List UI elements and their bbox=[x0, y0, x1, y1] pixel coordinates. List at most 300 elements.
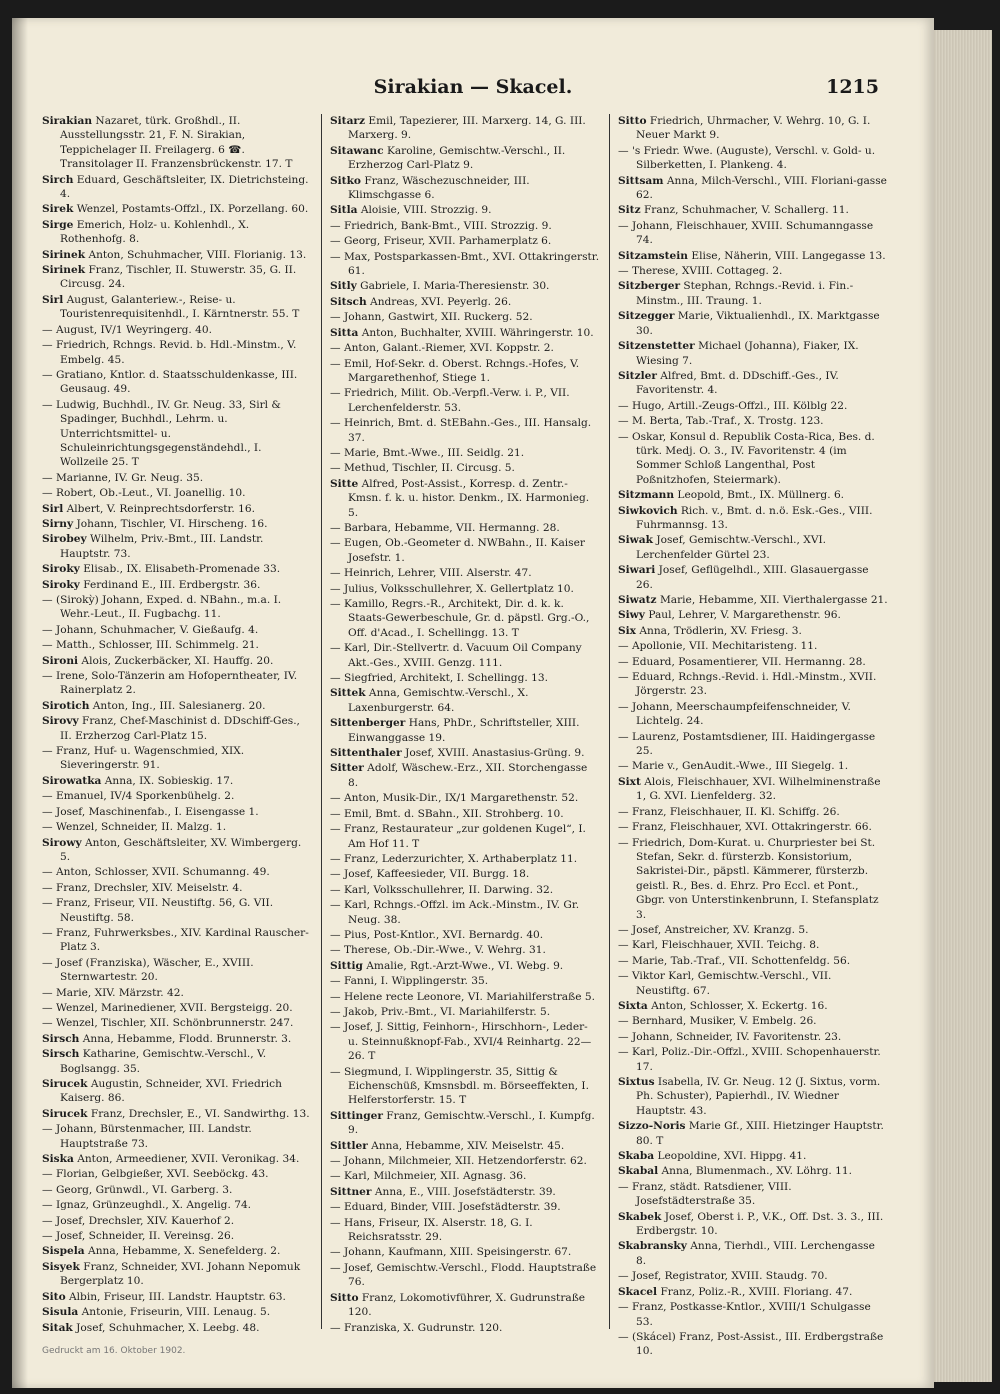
entry-details: — Jakob, Priv.-Bmt., VI. Mariahilferstr. 5. bbox=[330, 1005, 551, 1018]
directory-entry bbox=[330, 386, 600, 415]
directory-entry bbox=[42, 562, 312, 576]
entry-details: — Wenzel, Marinediener, XVII. Bergsteigg. 20. bbox=[42, 1001, 293, 1014]
entry-surname: Six bbox=[618, 624, 636, 637]
entry-details: Anna, IX. Sobieskig. 17. bbox=[101, 774, 234, 787]
entry-details: Franz, Wäschezuschneider, III. Klimschgasse 6. bbox=[348, 174, 530, 202]
entry-details: — Hans, Friseur, IX. Alserstr. 18, G. I. Reichsratsstr. 29. bbox=[330, 1216, 533, 1244]
entry-details: Karoline, Gemischtw.-Verschl., II. Erzherzog Carl-Platz 9. bbox=[348, 144, 566, 172]
directory-entry bbox=[42, 1305, 312, 1319]
entry-details: Alfred, Post-Assist., Korresp. d. Zentr.-Kmsn. f. k. u. histor. Denkm., IX. Harmonieg. 5. bbox=[348, 477, 590, 519]
entry-details: — Josef, Gemischtw.-Verschl., Flodd. Hauptstraße 76. bbox=[330, 1261, 597, 1289]
column-3 bbox=[618, 114, 888, 1360]
directory-entry bbox=[330, 761, 600, 790]
entry-details: Wilhelm, Priv.-Bmt., III. Landstr. Hauptstr. 73. bbox=[60, 533, 264, 560]
directory-entry bbox=[42, 471, 312, 485]
entry-details: Josef, Gemischtw.-Verschl., XVI. Lerchenfelder Gürtel 23. bbox=[636, 534, 827, 561]
directory-entry bbox=[330, 1185, 600, 1199]
directory-entry bbox=[618, 203, 888, 217]
entry-details: — Eugen, Ob.-Geometer d. NWBahn., II. Kaiser Josefstr. 1. bbox=[330, 537, 585, 564]
entry-details: — Franz, Postkasse-Kntlor., XVIII/1 Schulgasse 53. bbox=[618, 1301, 871, 1328]
entry-details: — Franziska, X. Gudrunstr. 120. bbox=[330, 1321, 503, 1334]
directory-entry bbox=[330, 1261, 600, 1290]
directory-entry bbox=[330, 791, 600, 805]
directory-entry bbox=[330, 1020, 600, 1063]
entry-details: — Therese, Ob.-Dir.-Wwe., V. Wehrg. 31. bbox=[330, 944, 546, 957]
entry-details: Franz, Chef-Maschinist d. DDschiff-Ges., II. Erzherzog Carl-Platz 15. bbox=[60, 715, 300, 742]
entry-surname: Siska bbox=[42, 1153, 74, 1166]
entry-details: Hans, PhDr., Schriftsteller, XIII. Einwanggasse 19. bbox=[348, 717, 580, 744]
entry-details: — Wenzel, Schneider, II. Malzg. 1. bbox=[42, 821, 227, 834]
entry-details: — Therese, XVIII. Cottageg. 2. bbox=[618, 265, 783, 278]
entry-details: — Georg, Grünwdl., VI. Garberg. 3. bbox=[42, 1183, 233, 1196]
directory-entry bbox=[42, 1167, 312, 1181]
entry-details: — Friedrich, Milit. Ob.-Verpfl.-Verw. i. P., VII. Lerchenfelderstr. 53. bbox=[330, 387, 570, 414]
entry-details: Josef, XVIII. Anastasius-Grüng. 9. bbox=[401, 747, 585, 760]
directory-entry bbox=[618, 174, 888, 203]
entry-details: Wenzel, Postamts-Offzl., IX. Porzellang. 60. bbox=[73, 203, 309, 216]
directory-entry bbox=[42, 1016, 312, 1030]
directory-entry bbox=[330, 446, 600, 460]
entry-details: — Marianne, IV. Gr. Neug. 35. bbox=[42, 471, 204, 484]
entry-details: Stephan, Rchngs.-Revid. i. Fin.-Minstm., III. Traung. 1. bbox=[636, 280, 854, 307]
directory-entry bbox=[618, 1149, 888, 1163]
entry-details: Leopoldine, XVI. Hippg. 41. bbox=[654, 1150, 807, 1163]
entry-details: Anna, Hebamme, Flodd. Brunnerstr. 3. bbox=[79, 1032, 292, 1045]
entry-surname: Skabransky bbox=[618, 1240, 687, 1253]
directory-entry bbox=[330, 114, 600, 143]
entry-details: Anna, Milch-Verschl., VIII. Floriani-gasse 62. bbox=[636, 174, 887, 202]
entry-details: — Max, Postsparkassen-Bmt., XVI. Ottakringerstr. 61. bbox=[330, 250, 600, 278]
directory-entry bbox=[330, 326, 600, 340]
directory-entry bbox=[42, 714, 312, 743]
entry-details: — Viktor Karl, Gemischtw.-Verschl., VII. Neustiftg. 67. bbox=[618, 970, 832, 997]
entry-surname: Sitzenstetter bbox=[618, 340, 695, 353]
entry-details: Alois, Fleischhauer, XVI. Wilhelminenstraße 1, G. XVI. Lienfelderg. 32. bbox=[636, 775, 881, 803]
directory-entry bbox=[42, 202, 312, 216]
directory-entry bbox=[618, 1269, 888, 1283]
entry-details: Franz, Lokomotivführer, X. Gudrunstraße 120. bbox=[348, 1291, 586, 1319]
directory-entry bbox=[330, 974, 600, 988]
entry-surname: Siroky bbox=[42, 563, 80, 576]
entry-details: — Johann, Bürstenmacher, III. Landstr. Hauptstraße 73. bbox=[42, 1123, 252, 1150]
directory-entry bbox=[42, 323, 312, 337]
directory-entry bbox=[330, 536, 600, 565]
directory-entry bbox=[330, 341, 600, 355]
entry-surname: Sirotich bbox=[42, 699, 90, 712]
directory-entry bbox=[330, 597, 600, 640]
entry-details: Anton, Armeediener, XVII. Veronikag. 34. bbox=[73, 1153, 300, 1166]
entry-details: Gabriele, I. Maria-Theresienstr. 30. bbox=[356, 280, 550, 293]
entry-surname: Sirovy bbox=[42, 715, 79, 728]
directory-entry bbox=[330, 310, 600, 324]
entry-details: Marie, Viktualienhdl., IX. Marktgasse 30. bbox=[636, 310, 880, 337]
entry-surname: Sittinger bbox=[330, 1109, 383, 1122]
directory-entry bbox=[330, 852, 600, 866]
directory-entry bbox=[330, 1245, 600, 1259]
directory-entry bbox=[330, 1200, 600, 1214]
entry-details: — Marie, Tab.-Traf., VII. Schottenfeldg. 56. bbox=[618, 954, 851, 967]
entry-surname: Skabal bbox=[618, 1165, 659, 1178]
entry-surname: Sitter bbox=[330, 762, 364, 775]
entry-details: — August, IV/1 Weyringerg. 40. bbox=[42, 323, 213, 336]
entry-details: Emil, Tapezierer, III. Marxerg. 14, G. III. Marxerg. 9. bbox=[348, 115, 586, 142]
entry-details: Anna, Blumenmach., XV. Löhrg. 11. bbox=[658, 1165, 852, 1178]
directory-entry bbox=[618, 339, 888, 368]
entry-details: — Anton, Galant.-Riemer, XVI. Koppstr. 2. bbox=[330, 342, 554, 355]
entry-details: — M. Berta, Tab.-Traf., X. Trostg. 123. bbox=[618, 415, 824, 428]
page-header bbox=[12, 76, 934, 106]
directory-entry bbox=[330, 144, 600, 173]
entry-details: Aloisie, VIII. Strozzig. 9. bbox=[357, 204, 492, 217]
directory-entry bbox=[330, 746, 600, 760]
entry-surname: Skabek bbox=[618, 1210, 662, 1223]
entry-surname: Sirsch bbox=[42, 1048, 80, 1061]
entry-surname: Sironi bbox=[42, 654, 79, 667]
entry-surname: Sittek bbox=[330, 687, 366, 700]
directory-entry bbox=[618, 414, 888, 428]
directory-entry bbox=[330, 1291, 600, 1320]
entry-details: — Johann, Meerschaumpfeifenschneider, V. Lichtelg. 24. bbox=[618, 700, 851, 728]
directory-entry bbox=[618, 504, 888, 533]
entry-surname: Sitsch bbox=[330, 295, 367, 308]
directory-entry bbox=[42, 1107, 312, 1121]
column-2 bbox=[330, 114, 600, 1336]
directory-entry bbox=[618, 114, 888, 143]
entry-details: — Apollonie, VII. Mechitaristeng. 11. bbox=[618, 640, 818, 653]
entry-details: Josef, Oberst i. P., V.K., Off. Dst. 3. 3., III. Erdbergstr. 10. bbox=[636, 1210, 884, 1238]
directory-entry bbox=[618, 1119, 888, 1148]
entry-details: — Anton, Musik-Dir., IX/1 Margarethenstr. 52. bbox=[330, 792, 579, 805]
directory-entry bbox=[618, 999, 888, 1013]
directory-entry bbox=[618, 969, 888, 998]
directory-entry bbox=[618, 1180, 888, 1209]
entry-details: Marie Gf., XIII. Hietzinger Hauptstr. 80. T bbox=[636, 1120, 884, 1147]
entry-details: — Josef, Kaffeesieder, VII. Burgg. 18. bbox=[330, 868, 530, 881]
printer-imprint: Gedruckt am 16. Oktober 1902. bbox=[42, 1346, 186, 1356]
directory-entry bbox=[618, 533, 888, 562]
entry-details: Franz, Schuhmacher, V. Schallerg. 11. bbox=[640, 204, 849, 217]
directory-entry bbox=[330, 295, 600, 309]
directory-entry bbox=[42, 486, 312, 500]
entry-surname: Sitly bbox=[330, 280, 357, 293]
entry-surname: Sirucek bbox=[42, 1078, 88, 1090]
entry-surname: Siwari bbox=[618, 564, 656, 577]
directory-entry bbox=[330, 219, 600, 233]
directory-entry bbox=[618, 144, 888, 173]
entry-details: — Methud, Tischler, II. Circusg. 5. bbox=[330, 462, 515, 475]
entry-details: — Eduard, Rchngs.-Revid. i. Hdl.-Minstm., XVII. Jörgerstr. 23. bbox=[618, 671, 877, 698]
entry-surname: Sirsch bbox=[42, 1032, 80, 1045]
directory-entry bbox=[330, 174, 600, 203]
entry-details: Elisab., IX. Elisabeth-Promenade 33. bbox=[79, 563, 281, 576]
directory-entry bbox=[618, 805, 888, 819]
directory-entry bbox=[42, 398, 312, 470]
directory-entry bbox=[618, 700, 888, 729]
entry-details: Josef, Schuhmacher, X. Leebg. 48. bbox=[72, 1321, 260, 1334]
entry-details: — Franz, Fleischhauer, II. Kl. Schiffg. 26. bbox=[618, 805, 840, 818]
entry-details: — Oskar, Konsul d. Republik Costa-Rica, Bes. d. türk. Medj. O. 3., IV. Favoritenstr. 4 (im Sommer Schloß Langenthal, Post Poßnitzhofen, Steiermark). bbox=[618, 430, 875, 486]
entry-details: Anna, E., VIII. Josefstädterstr. 39. bbox=[371, 1185, 556, 1198]
entry-details: — Franz, Friseur, VII. Neustiftg. 56, G. VII. Neustiftg. 58. bbox=[42, 897, 274, 924]
directory-entry bbox=[42, 1077, 312, 1106]
directory-entry bbox=[618, 670, 888, 699]
directory-entry bbox=[330, 883, 600, 897]
entry-details: Anton, Schuhmacher, VIII. Florianig. 13. bbox=[85, 248, 307, 261]
directory-entry bbox=[618, 1239, 888, 1268]
entry-details: Marie, Hebamme, XII. Vierthalergasse 21. bbox=[656, 594, 888, 606]
entry-details: — (Sirokỳ) Johann, Exped. d. NBahn., m.a. I. Wehr.-Leut., II. Fugbachg. 11. bbox=[42, 594, 282, 621]
directory-entry bbox=[618, 1045, 888, 1074]
directory-entry bbox=[330, 867, 600, 881]
directory-entry bbox=[330, 1109, 600, 1138]
directory-entry bbox=[330, 671, 600, 685]
directory-entry bbox=[618, 1014, 888, 1028]
entry-details: — Friedrich, Rchngs. Revid. b. Hdl.-Minstm., V. Embelg. 45. bbox=[42, 339, 297, 366]
entry-details: — Matth., Schlosser, III. Schimmelg. 21. bbox=[42, 639, 259, 652]
directory-entry bbox=[42, 986, 312, 1000]
entry-surname: Sitawanc bbox=[330, 144, 384, 157]
entry-details: — Helene recte Leonore, VI. Mariahilferstraße 5. bbox=[330, 990, 595, 1003]
entry-surname: Sixta bbox=[618, 999, 648, 1012]
entry-details: — Johann, Gastwirt, XII. Ruckerg. 52. bbox=[330, 311, 533, 324]
entry-details: — Franz, Huf- u. Wagenschmied, XIX. Sieveringerstr. 91. bbox=[42, 745, 245, 772]
entry-surname: Sittenberger bbox=[330, 717, 406, 730]
entry-details: — Josef, J. Sittig, Feinhorn-, Hirschhorn-, Leder- u. Steinnußknopf-Fab., XVI/4 Reinhartg. 22—26. T bbox=[330, 1021, 592, 1063]
entry-details: — Johann, Schuhmacher, V. Gießaufg. 4. bbox=[42, 623, 259, 636]
directory-entry bbox=[42, 173, 312, 202]
entry-details: Augustin, Schneider, XVI. Friedrich Kaiserg. 86. bbox=[60, 1078, 282, 1105]
directory-entry bbox=[330, 1139, 600, 1153]
directory-entry bbox=[330, 807, 600, 821]
directory-entry bbox=[618, 309, 888, 338]
directory-entry bbox=[42, 1214, 312, 1228]
directory-entry bbox=[42, 368, 312, 397]
entry-surname: Sirinek bbox=[42, 248, 86, 261]
entry-surname: Sirge bbox=[42, 218, 74, 231]
entry-details: — Ignaz, Grünzeughdl., X. Angelig. 74. bbox=[42, 1199, 252, 1212]
entry-surname: Siwatz bbox=[618, 594, 657, 606]
directory-entry bbox=[618, 1330, 888, 1359]
directory-entry bbox=[618, 279, 888, 308]
directory-entry bbox=[42, 517, 312, 531]
directory-entry bbox=[42, 774, 312, 788]
directory-entry bbox=[42, 578, 312, 592]
column-1 bbox=[42, 114, 312, 1336]
entry-surname: Sispela bbox=[42, 1245, 85, 1258]
directory-entry bbox=[618, 264, 888, 278]
entry-surname: Sisyek bbox=[42, 1260, 80, 1273]
entry-details: — Friedrich, Bank-Bmt., VIII. Strozzig. 9. bbox=[330, 219, 552, 232]
entry-details: — Johann, Schneider, IV. Favoritenstr. 23. bbox=[618, 1030, 842, 1043]
entry-details: — Laurenz, Postamtsdiener, III. Haidingergasse 25. bbox=[618, 730, 876, 758]
entry-details: — 's Friedr. Wwe. (Auguste), Verschl. v. Gold- u. Silberketten, I. Plankeng. 4. bbox=[618, 144, 876, 172]
entry-details: — Heinrich, Bmt. d. StEBahn.-Ges., III. Hansalg. 37. bbox=[330, 417, 592, 444]
directory-entry bbox=[330, 279, 600, 293]
entry-surname: Sitko bbox=[330, 174, 361, 187]
directory-entry bbox=[42, 820, 312, 834]
directory-entry bbox=[42, 263, 312, 292]
entry-surname: Sitto bbox=[330, 1291, 359, 1304]
entry-surname: Sittsam bbox=[618, 174, 664, 187]
entry-details: — Karl, Dir.-Stellvertr. d. Vacuum Oil Company Akt.-Ges., XVIII. Genzg. 111. bbox=[330, 642, 582, 669]
directory-entry bbox=[330, 686, 600, 715]
entry-surname: Sirch bbox=[42, 173, 74, 186]
entry-details: Alfred, Bmt. d. DDschiff.-Ges., IV. Favoritenstr. 4. bbox=[636, 369, 839, 397]
entry-details: — Josef (Franziska), Wäscher, E., XVIII. Sternwartestr. 20. bbox=[42, 956, 254, 984]
directory-entry bbox=[618, 563, 888, 592]
entry-surname: Sitla bbox=[330, 204, 358, 217]
entry-surname: Sitte bbox=[330, 477, 359, 490]
entry-details: — Karl, Milchmeier, XII. Agnasg. 36. bbox=[330, 1170, 527, 1183]
entry-details: — Friedrich, Dom-Kurat. u. Churpriester bei St. Stefan, Sekr. d. fürsterzb. Konsistorium, Sakristei-Dir., päpstl. Kämmerer, fürsterzb. geistl. R., Bes. d. Ehrz. Pro Eccl. et Pont., Gbgr. von Unterstinkenbrunn, I. Stefansplatz 3. bbox=[618, 836, 879, 921]
entry-surname: Siwak bbox=[618, 534, 653, 547]
directory-entry bbox=[42, 789, 312, 803]
entry-surname: Sitzberger bbox=[618, 280, 681, 293]
entry-surname: Sittner bbox=[330, 1185, 372, 1198]
directory-entry bbox=[618, 820, 888, 834]
directory-entry bbox=[330, 959, 600, 973]
spine-shadow bbox=[12, 18, 28, 1388]
directory-entry bbox=[618, 655, 888, 669]
entry-details: — Bernhard, Musiker, V. Embelg. 26. bbox=[618, 1015, 817, 1028]
directory-entry bbox=[330, 416, 600, 445]
entry-surname: Sitz bbox=[618, 204, 641, 217]
directory-entry bbox=[618, 1210, 888, 1239]
entry-details: Anton, Ing., III. Salesianerg. 20. bbox=[89, 699, 266, 712]
entry-details: — Marie, Bmt.-Wwe., III. Seidlg. 21. bbox=[330, 446, 525, 459]
directory-entry bbox=[618, 836, 888, 922]
entry-details: Franz, Schneider, XVI. Johann Nepomuk Bergerplatz 10. bbox=[60, 1260, 301, 1288]
page-stack-edge bbox=[934, 30, 992, 1382]
entry-details: — Eduard, Posamentierer, VII. Hermanng. 28. bbox=[618, 655, 866, 668]
entry-surname: Sitzamstein bbox=[618, 249, 688, 262]
entry-details: — Irene, Solo-Tänzerin am Hofoperntheater, IV. Rainerplatz 2. bbox=[42, 670, 298, 697]
directory-entry bbox=[618, 1164, 888, 1178]
entry-details: Antonie, Friseurin, VIII. Lenaug. 5. bbox=[78, 1306, 271, 1319]
entry-details: Emerich, Holz- u. Kohlenhdl., X. Rothenhofg. 8. bbox=[60, 218, 250, 246]
entry-details: — Franz, Restaurateur „zur goldenen Kugel“, I. Am Hof 11. T bbox=[330, 823, 586, 850]
directory-entry bbox=[618, 1030, 888, 1044]
directory-entry bbox=[330, 716, 600, 745]
directory-entry bbox=[330, 898, 600, 927]
directory-entry bbox=[618, 219, 888, 248]
entry-details: — Johann, Kaufmann, XIII. Speisingerstr. 67. bbox=[330, 1246, 572, 1259]
directory-entry bbox=[618, 923, 888, 937]
entry-surname: Skacel bbox=[618, 1285, 658, 1298]
entry-surname: Sirl bbox=[42, 293, 64, 306]
entry-details: — Johann, Fleischhauer, XVIII. Schumanngasse 74. bbox=[618, 219, 874, 247]
directory-entry bbox=[42, 218, 312, 247]
entry-surname: Sirny bbox=[42, 517, 74, 530]
entry-surname: Sitak bbox=[42, 1321, 73, 1334]
entry-details: Andreas, XVI. Peyerlg. 26. bbox=[366, 295, 512, 308]
entry-details: Eduard, Geschäftsleiter, IX. Dietrichsteing. 4. bbox=[60, 173, 309, 201]
directory-entry bbox=[330, 822, 600, 851]
entry-details: — Barbara, Hebamme, VII. Hermanng. 28. bbox=[330, 521, 560, 534]
entry-surname: Skaba bbox=[618, 1150, 655, 1163]
entry-surname: Sizzo-Noris bbox=[618, 1120, 686, 1133]
directory-entry bbox=[618, 938, 888, 952]
entry-surname: Sisula bbox=[42, 1306, 79, 1319]
entry-details: Friedrich, Uhrmacher, V. Wehrg. 10, G. I. Neuer Markt 9. bbox=[636, 115, 871, 142]
entry-details: Alois, Zuckerbäcker, XI. Hauffg. 20. bbox=[78, 654, 274, 667]
directory-entry bbox=[42, 956, 312, 985]
directory-entry bbox=[42, 865, 312, 879]
entry-details: — Josef, Registrator, XVIII. Staudg. 70. bbox=[618, 1270, 828, 1283]
entry-surname: Sirowy bbox=[42, 836, 82, 849]
entry-details: Isabella, IV. Gr. Neug. 12 (J. Sixtus, vorm. Ph. Schuster), Papierhdl., IV. Wiedner Hauptstr. 43. bbox=[636, 1076, 881, 1117]
entry-details: — Kamillo, Regrs.-R., Architekt, Dir. d. k. k. Staats-Gewerbeschule, Gr. d. päpstl. Grg.-O., Off. d'Acad., I. Schellingg. 13. T bbox=[330, 598, 590, 639]
directory-entry bbox=[330, 943, 600, 957]
directory-entry bbox=[618, 1075, 888, 1118]
entry-details: Anton, Schlosser, X. Eckertg. 16. bbox=[647, 999, 828, 1012]
directory-entry bbox=[42, 623, 312, 637]
entry-details: — Marie, XIV. Märzstr. 42. bbox=[42, 986, 184, 999]
directory-entry bbox=[330, 582, 600, 596]
entry-details: Anton, Geschäftsleiter, XV. Wimbergerg. 5. bbox=[60, 836, 302, 863]
entry-details: — (Skácel) Franz, Post-Assist., III. Erdbergstraße 10. bbox=[618, 1330, 884, 1358]
directory-entry bbox=[42, 744, 312, 773]
directory-entry bbox=[330, 1154, 600, 1168]
entry-details: — Karl, Fleischhauer, XVII. Teichg. 8. bbox=[618, 939, 820, 952]
running-head: Sirakian — Skacel. bbox=[373, 76, 573, 98]
directory-entry bbox=[42, 1032, 312, 1046]
directory-entry bbox=[330, 203, 600, 217]
entry-surname: Sitta bbox=[330, 326, 359, 339]
entry-details: — Franz, Lederzurichter, X. Arthaberplatz 11. bbox=[330, 852, 578, 865]
directory-entry bbox=[330, 1065, 600, 1108]
directory-entry bbox=[330, 250, 600, 279]
entry-surname: Sitzegger bbox=[618, 310, 675, 323]
entry-surname: Siwy bbox=[618, 609, 645, 622]
directory-entry bbox=[42, 896, 312, 925]
entry-details: — Hugo, Artill.-Zeugs-Offzl., III. Kölblg 22. bbox=[618, 399, 848, 412]
entry-surname: Sirek bbox=[42, 203, 74, 216]
entry-details: — Josef, Schneider, II. Vereinsg. 26. bbox=[42, 1230, 235, 1243]
entry-details: Anna, Hebamme, XIV. Meiselstr. 45. bbox=[367, 1139, 565, 1152]
entry-surname: Sitarz bbox=[330, 115, 366, 127]
entry-details: Anton, Buchhalter, XVIII. Währingerstr. 10. bbox=[358, 326, 594, 339]
entry-details: — Josef, Anstreicher, XV. Kranzg. 5. bbox=[618, 923, 809, 936]
entry-details: Michael (Johanna), Fiaker, IX. Wiesing 7. bbox=[636, 340, 859, 367]
directory-entry bbox=[42, 638, 312, 652]
entry-details: Leopold, Bmt., IX. Müllnerg. 6. bbox=[674, 489, 845, 502]
directory-entry bbox=[42, 1183, 312, 1197]
entry-surname: Sirl bbox=[42, 502, 64, 515]
entry-surname: Sittig bbox=[330, 959, 363, 972]
entry-details: Anna, Trödlerin, XV. Friesg. 3. bbox=[636, 624, 802, 637]
entry-details: Elise, Näherin, VIII. Langegasse 13. bbox=[687, 249, 886, 262]
entry-details: — Florian, Gelbgießer, XVI. Seeböckg. 43. bbox=[42, 1168, 269, 1181]
entry-details: Katharine, Gemischtw.-Verschl., V. Boglsangg. 35. bbox=[60, 1048, 267, 1075]
entry-surname: Siwkovich bbox=[618, 504, 678, 517]
directory-entry bbox=[42, 593, 312, 622]
directory-entry bbox=[618, 759, 888, 773]
directory-entry bbox=[618, 730, 888, 759]
directory-entry bbox=[330, 1005, 600, 1019]
directory-entry bbox=[42, 1244, 312, 1258]
directory-entry bbox=[618, 639, 888, 653]
directory-entry bbox=[42, 654, 312, 668]
entry-details: Johann, Tischler, VI. Hirscheng. 16. bbox=[73, 517, 268, 530]
directory-entry bbox=[330, 1216, 600, 1245]
directory-entry bbox=[42, 114, 312, 172]
entry-details: Nazaret, türk. Großhdl., II. Ausstellungsstr. 21, F. N. Sirakian, Teppichelager II. Freilagerg. 6 ☎. Transitolager II. Franzensbrückenstr. 17. T bbox=[60, 115, 293, 171]
entry-details: — Marie v., GenAudit.-Wwe., III Siegelg. 1. bbox=[618, 760, 849, 773]
entry-details: — Robert, Ob.-Leut., VI. Joanellig. 10. bbox=[42, 487, 246, 500]
entry-details: Rich. v., Bmt. d. n.ö. Esk.-Ges., VIII. Fuhrmannsg. 13. bbox=[636, 504, 873, 531]
entry-surname: Sitzler bbox=[618, 369, 657, 382]
